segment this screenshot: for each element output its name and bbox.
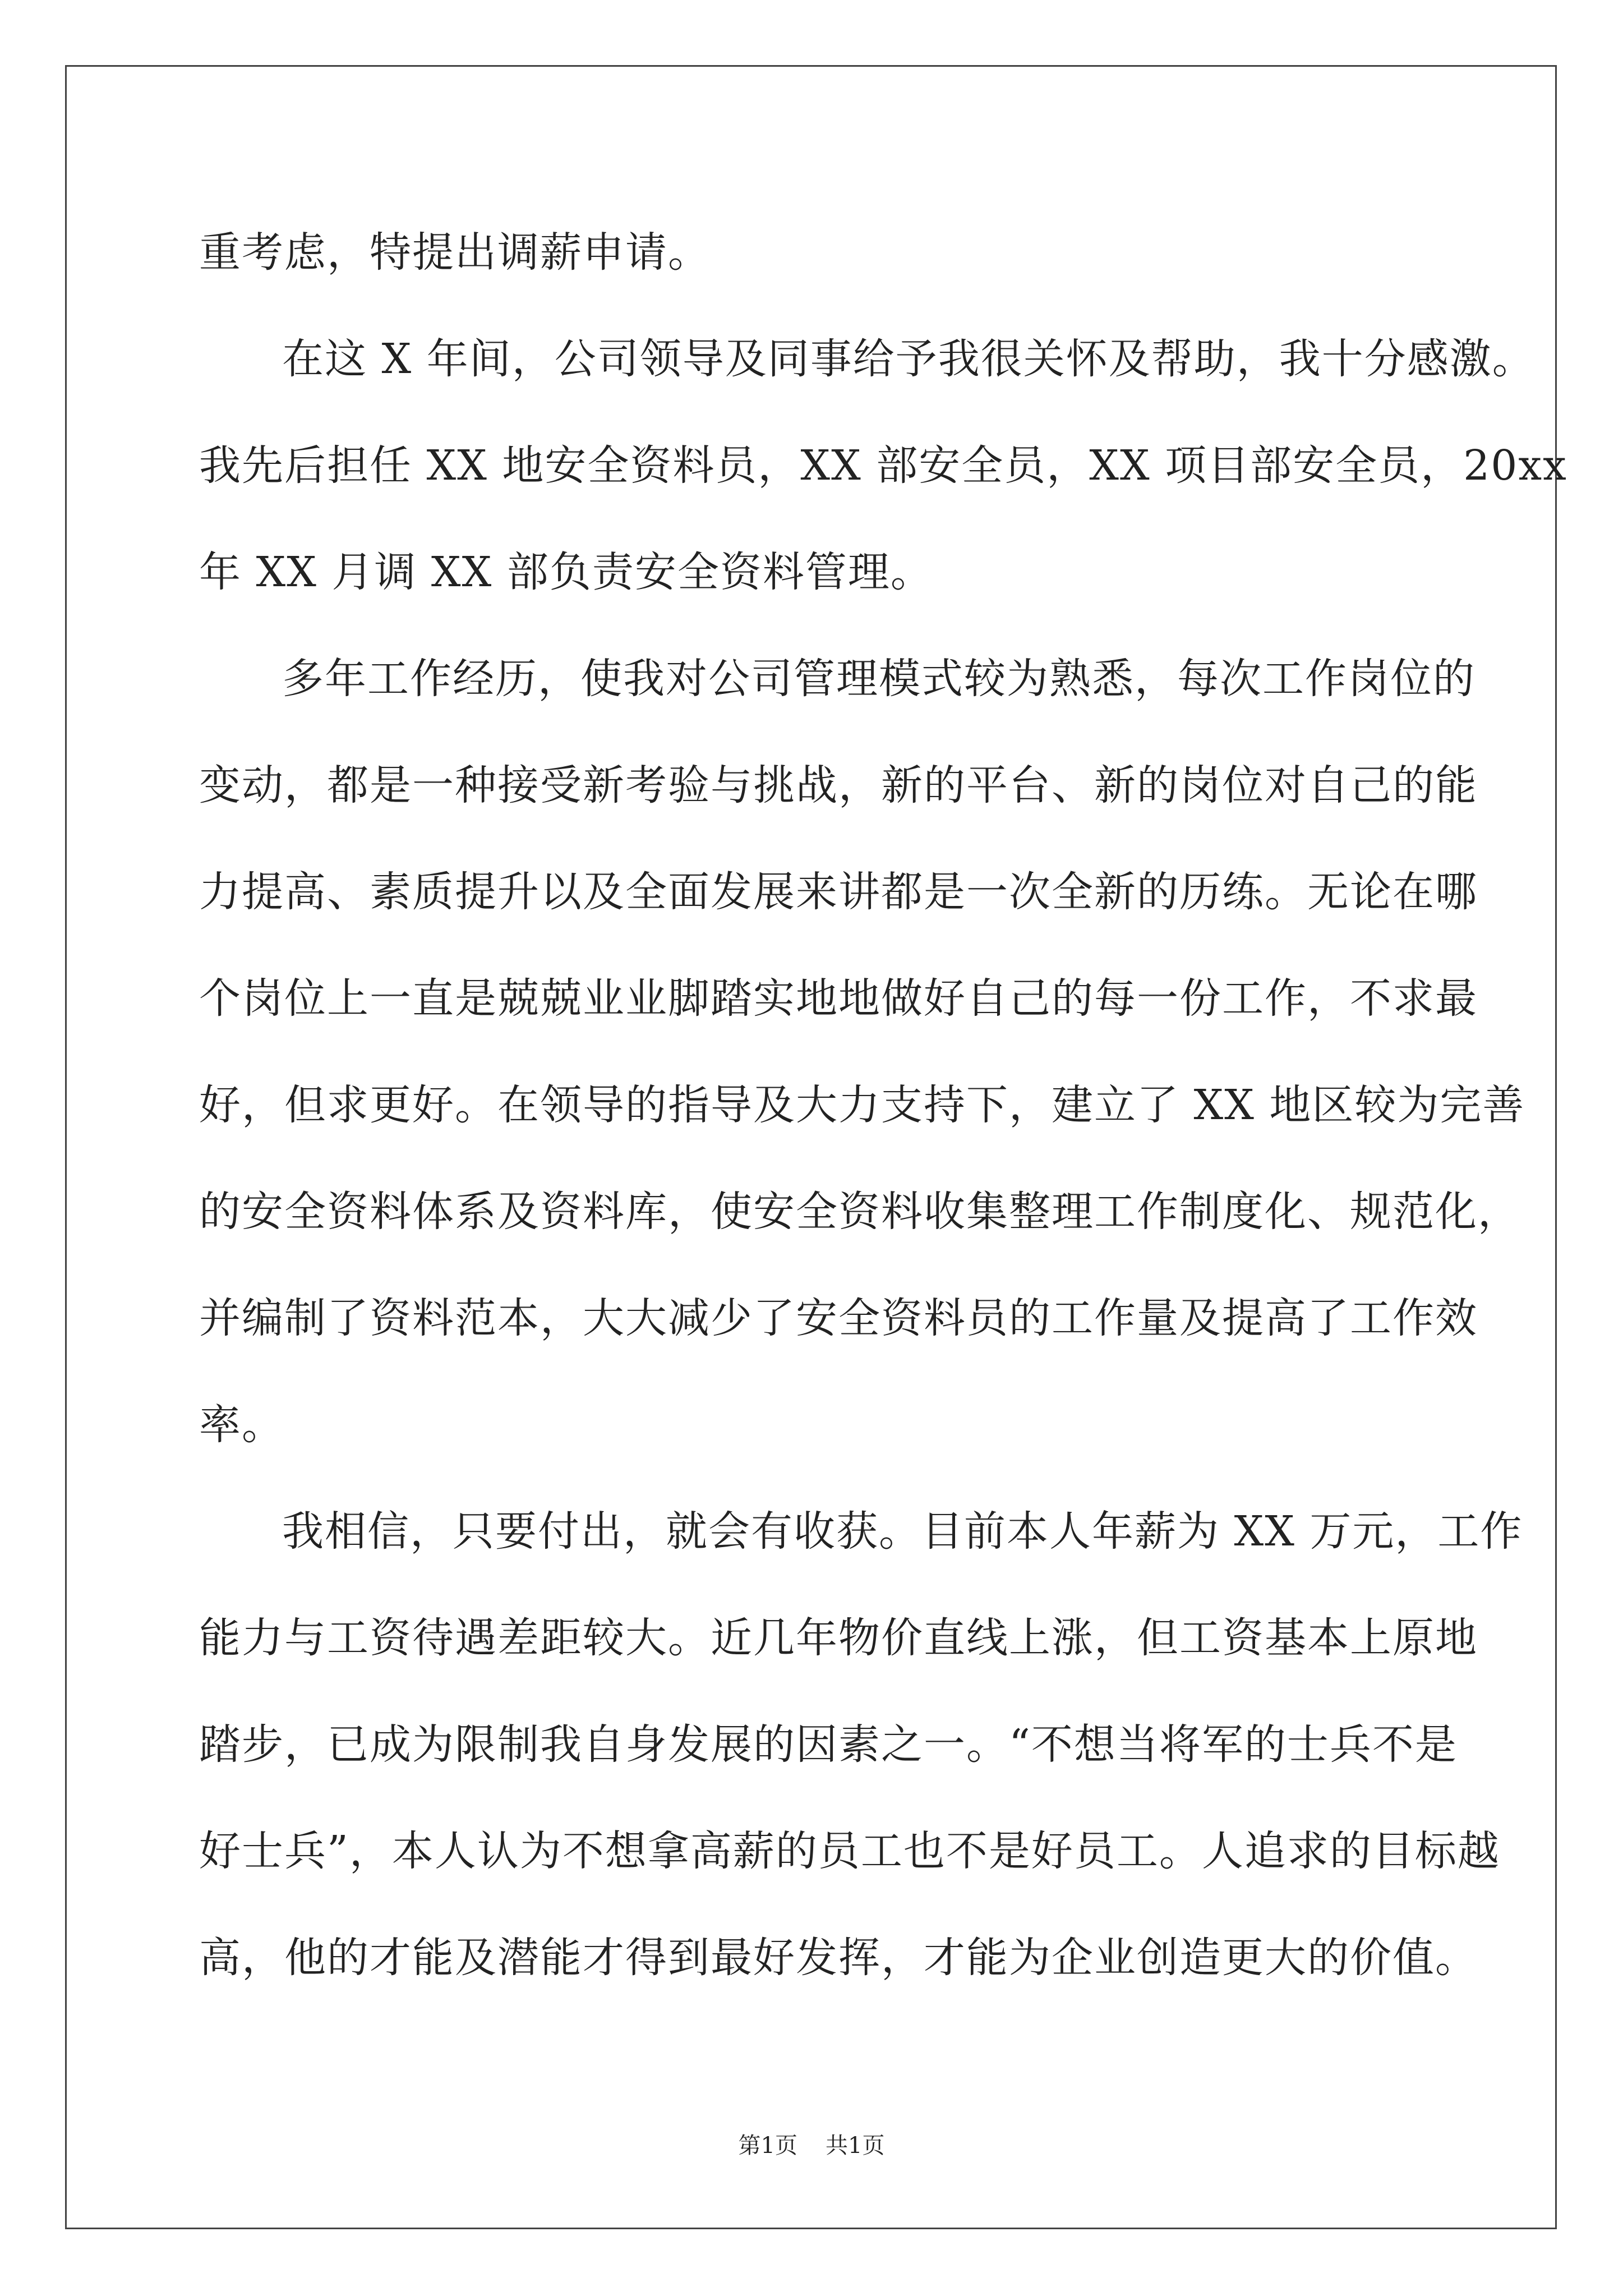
text-line: 个岗位上一直是兢兢业业脚踏实地地做好自己的每一份工作，不求最 [199, 974, 1478, 1023]
text-line: 并编制了资料范本，大大减少了安全资料员的工作量及提高了工作效 [199, 1294, 1478, 1342]
text-line: 好士兵”，本人认为不想拿高薪的员工也不是好员工。人追求的目标越 [199, 1827, 1500, 1875]
paragraph-start-line: 我相信，只要付出，就会有收获。目前本人年薪为 XX 万元，工作 [282, 1507, 1523, 1556]
text-line: 重考虑，特提出调薪申请。 [199, 228, 711, 277]
document-body [199, 219, 1567, 2031]
page-number-total: 共1页 [826, 2133, 885, 2159]
text-line: 年 XX 月调 XX 部负责安全资料管理。 [199, 548, 933, 596]
text-line: 高，他的才能及潜能才得到最好发挥，才能为企业创造更大的价值。 [199, 1934, 1478, 1982]
text-line: 的安全资料体系及资料库，使安全资料收集整理工作制度化、规范化， [199, 1188, 1520, 1236]
paragraph-start-line: 多年工作经历，使我对公司管理模式较为熟悉，每次工作岗位的 [282, 655, 1476, 703]
text-line: 能力与工资待遇差距较大。近几年物价直线上涨，但工资基本上原地 [199, 1614, 1478, 1662]
paragraph-start-line: 在这 X 年间，公司领导及同事给予我很关怀及帮助，我十分感激。 [282, 335, 1535, 383]
page-footer [0, 2132, 1623, 2160]
text-line: 好，但求更好。在领导的指导及大力支持下，建立了 XX 地区较为完善 [199, 1081, 1525, 1129]
text-line: 率。 [199, 1401, 284, 1449]
text-line: 力提高、素质提升以及全面发展来讲都是一次全新的历练。无论在哪 [199, 868, 1478, 916]
text-line: 踏步，已成为限制我自身发展的因素之一。“不想当将军的士兵不是 [199, 1720, 1458, 1769]
text-line: 变动，都是一种接受新考验与挑战，新的平台、新的岗位对自己的能 [199, 761, 1478, 809]
page-number-current: 第1页 [738, 2133, 797, 2159]
text-line: 我先后担任 XX 地安全资料员，XX 部安全员，XX 项目部安全员，20xx [199, 441, 1567, 490]
